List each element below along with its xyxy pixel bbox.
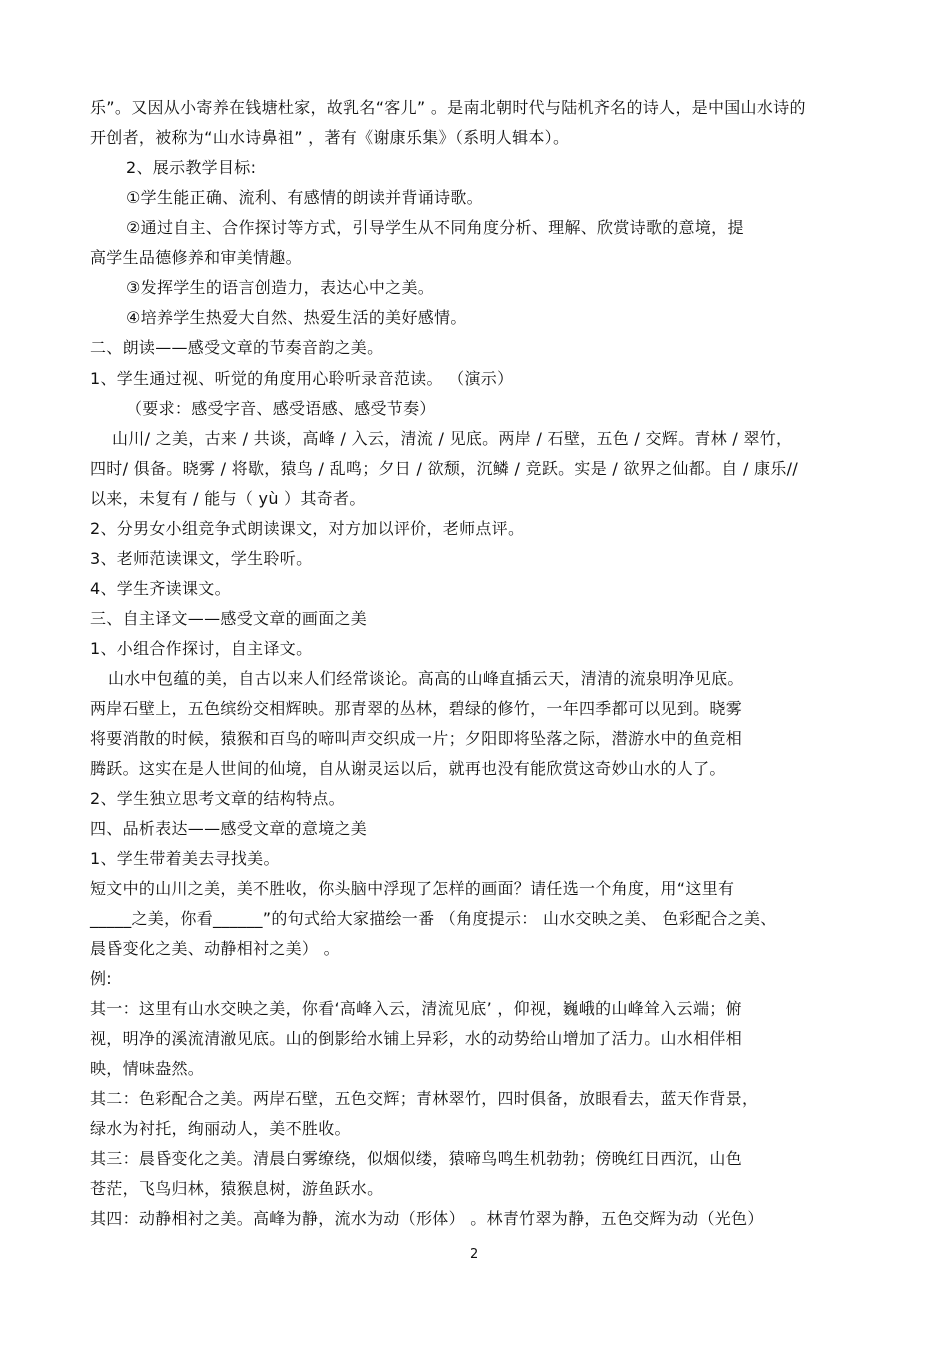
line: 映，情味盎然。	[90, 1059, 205, 1078]
line: 两岸石壁上，五色缤纷交相辉映。那青翠的丛林，碧绿的修竹，一年四季都可以见到。晓雾	[90, 699, 743, 718]
line: 例:	[90, 969, 112, 988]
line: 其二：色彩配合之美。两岸石壁，五色交辉；青林翠竹，四时俱备，放眼看去，蓝天作背景，	[90, 1089, 759, 1108]
line: 以来，未复有 / 能与（ yù ）其奇者。	[90, 489, 366, 508]
line: 其一：这里有山水交映之美，你看‘高峰入云，清流见底’ ，仰视，巍峨的山峰耸入云端；俯	[90, 999, 742, 1018]
line: 短文中的山川之美，美不胜收，你头脑中浮现了怎样的画面？请任选一个角度，用“这里有	[90, 879, 735, 898]
line: 山川/ 之美，古来 / 共谈，高峰 / 入云，清流 / 见底。两岸 / 石壁，五色 / 交辉。青林 / 翠竹，	[112, 429, 793, 448]
page-number: 2	[470, 1247, 479, 1262]
line: 四、品析表达——感受文章的意境之美	[90, 819, 368, 838]
line: 腾跃。这实在是人世间的仙境，自从谢灵运以后，就再也没有能欣赏这奇妙山水的人了。	[90, 759, 726, 778]
line: 绿水为衬托，绚丽动人，美不胜收。	[90, 1119, 351, 1138]
line: 1、学生带着美去寻找美。	[90, 849, 280, 868]
line: 苍茫，飞鸟归林，猿猴息树，游鱼跃水。	[90, 1179, 384, 1198]
line: 3、老师范读课文，学生聆听。	[90, 549, 313, 568]
line: 开创者，被称为“山水诗鼻祖” ，著有《谢康乐集》（系明人辑本）。	[90, 128, 570, 147]
line: 其三：晨昏变化之美。清晨白雾缭绕，似烟似缕，猿啼鸟鸣生机勃勃；傍晚红日西沉，山色	[90, 1149, 743, 1168]
line: 二、朗读——感受文章的节奏音韵之美。	[90, 338, 384, 357]
line: ④培养学生热爱大自然、热爱生活的美好感情。	[126, 308, 467, 327]
line: 其四：动静相衬之美。高峰为静，流水为动（形体） 。林青竹翠为静，五色交辉为动（光色）	[90, 1209, 764, 1228]
line: （要求：感受字音、感受语感、感受节奏）	[126, 399, 436, 418]
line: ②通过自主、合作探讨等方式，引导学生从不同角度分析、理解、欣赏诗歌的意境，提	[126, 218, 744, 237]
line: 山水中包蕴的美，自古以来人们经常谈论。高高的山峰直插云天，清清的流泉明净见底。	[108, 669, 744, 688]
line: 高学生品德修养和审美情趣。	[90, 248, 302, 267]
line: 将要消散的时候，猿猴和百鸟的啼叫声交织成一片；夕阳即将坠落之际，潜游水中的鱼竞相	[90, 729, 743, 748]
line: 1、学生通过视、听觉的角度用心聆听录音范读。 （演示）	[90, 369, 514, 388]
line: 2、学生独立思考文章的结构特点。	[90, 789, 345, 808]
line: ①学生能正确、流利、有感情的朗读并背诵诗歌。	[126, 188, 483, 207]
line: ③发挥学生的语言创造力，表达心中之美。	[126, 278, 435, 297]
line: 三、自主译文——感受文章的画面之美	[90, 609, 368, 628]
line: 晨昏变化之美、动静相衬之美） 。	[90, 939, 340, 958]
line: 四时/ 俱备。晓雾 / 将歇，猿鸟 / 乱鸣；夕日 / 欲颓，沉鳞 / 竞跃。实是 / 欲界之仙都。自 / 康乐//	[90, 459, 799, 478]
line: 视，明净的溪流清澈见底。山的倒影给水铺上异彩，水的动势给山增加了活力。山水相伴相	[90, 1029, 743, 1048]
line: 4、学生齐读课文。	[90, 579, 231, 598]
line: 2、展示教学目标:	[126, 158, 257, 177]
line: 2、分男女小组竞争式朗读课文，对方加以评价，老师点评。	[90, 519, 525, 538]
line: _____之美，你看______”的句式给大家描绘一番 （角度提示： 山水交映之美、 色彩配合之美、	[90, 909, 777, 928]
line: 乐”。又因从小寄养在钱塘杜家，故乳名“客儿” 。是南北朝时代与陆机齐名的诗人，是中国山水诗的	[90, 98, 806, 117]
line: 1、小组合作探讨，自主译文。	[90, 639, 313, 658]
